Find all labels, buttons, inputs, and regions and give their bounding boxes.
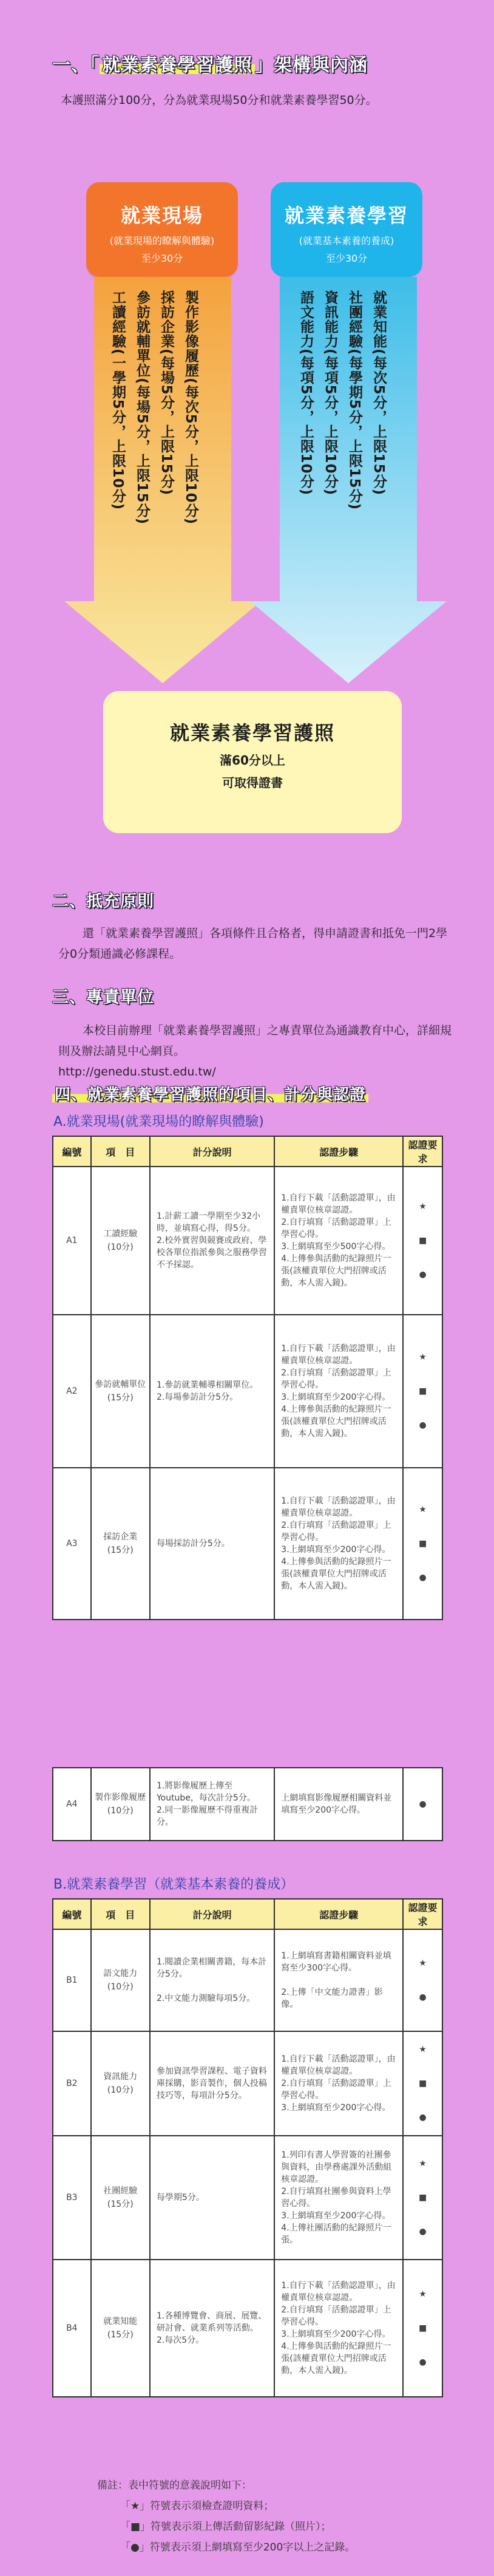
subsection-a-title: A.就業現場(就業現場的瞭解與體驗) (53, 1114, 264, 1130)
subsection-b-title: B.就業素養學習（就業基本素養的養成） (53, 1877, 294, 1892)
left-item-2: 採訪企業(每場5分，上限15分) (158, 290, 174, 496)
table-a-header-row (53, 1136, 442, 1167)
row-code: B2 (53, 2031, 91, 2136)
header-item: 項 目 (91, 1899, 150, 1929)
table-row (53, 1768, 442, 1841)
notes-title: 備註：表中符號的意義說明如下： (97, 2479, 252, 2492)
flow-arrows (0, 0, 494, 704)
circle-icon: ● (419, 2357, 427, 2367)
header-scoring: 計分說明 (150, 1136, 274, 1167)
row-scoring: 每場採訪計分5分。 (150, 1468, 274, 1620)
row-requirement-icons (403, 1768, 442, 1841)
row-item: 採訪企業 (15分) (91, 1468, 150, 1620)
table-row (53, 2260, 442, 2397)
box-employability-learning-minimum: 至少30分 (325, 253, 368, 264)
square-icon: ■ (418, 2193, 427, 2203)
box-employability-learning-title: 就業素養學習 (284, 204, 408, 227)
notes (97, 2475, 355, 2558)
table-row (53, 1315, 442, 1468)
star-icon: ★ (419, 1202, 427, 1211)
box-employment-field-title: 就業現場 (120, 204, 203, 227)
square-icon: ■ (418, 1386, 427, 1396)
row-code: A4 (53, 1768, 91, 1841)
table-row (53, 1468, 442, 1620)
circle-icon: ● (419, 2113, 427, 2122)
row-scoring: 1.閱讀企業相關書籍，每本計分5分。 2.中文能力測驗每項5分。 (150, 1929, 274, 2031)
row-requirement-icons (403, 1468, 442, 1620)
header-scoring: 計分說明 (150, 1899, 274, 1929)
row-steps: 1.自行下載「活動認證單」，由權責單位核章認證。 2.自行填寫「活動認證單」上學習心得。 3.上網填寫至少200字心得。 (274, 2031, 403, 2136)
license-line1: 滿60分以上 (220, 753, 285, 768)
section1-title: 一、「 就業素養學習護照 」架構與內涵 (52, 55, 368, 76)
row-code: B1 (53, 1929, 91, 2031)
right-item-1: 就業知能(每次5分，上限15分) (371, 290, 387, 496)
row-scoring: 1.各種博覽會、商展、展覽、研討會、就業系列等活動。 2.每次5分。 (150, 2260, 274, 2397)
circle-icon: ● (419, 1573, 427, 1583)
row-steps: 1.上網填寫書籍相關資料並填寫至少300字心得。 2.上傳「中文能力證書」影像。 (274, 1929, 403, 2031)
row-scoring: 每學期5分。 (150, 2136, 274, 2260)
box-employment-field-minimum: 至少30分 (141, 253, 183, 264)
row-requirement-icons (403, 2031, 442, 2136)
row-code: A1 (53, 1167, 91, 1315)
circle-icon: ● (419, 1270, 427, 1279)
header-requirement: 認證要求 (403, 1899, 442, 1929)
table-a (52, 1136, 443, 1620)
header-code: 編號 (53, 1136, 91, 1167)
box-employability-learning-subtitle: (就業基本素養的養成) (299, 235, 394, 247)
license-title: 就業素養學習護照 (169, 721, 335, 745)
star-icon: ★ (419, 2045, 427, 2054)
row-requirement-icons (403, 1167, 442, 1315)
row-requirement-icons (403, 1929, 442, 2031)
star-icon: ★ (419, 2289, 427, 2299)
header-item: 項 目 (91, 1136, 150, 1167)
right-item-2: 社團經驗(每學期5分，上限15分) (347, 290, 362, 511)
circle-icon: ● (419, 1799, 427, 1809)
box-employment-field-subtitle: (就業現場的瞭解與體驗) (109, 235, 215, 247)
row-code: B3 (53, 2136, 91, 2260)
row-item: 社團經驗 (15分) (91, 2136, 150, 2260)
table-row (53, 2136, 442, 2260)
row-steps: 1.自行下載「活動認證單」，由權責單位核章認證。 2.自行填寫「活動認證單」上學習心得。 3.上網填寫至少500字心得。 4.上傳參與活動的紀錄照片一張(該權責單位大門招牌或活動，本人需入鏡)。 (274, 1167, 403, 1315)
header-steps: 認證步驟 (274, 1136, 403, 1167)
star-icon: ★ (419, 1958, 427, 1968)
right-item-4: 語文能力(每項5分，上限10分) (298, 290, 314, 496)
table-b-header-row (53, 1899, 442, 1929)
table-a4 (52, 1767, 443, 1841)
row-scoring: 1.將影像履歷上傳至Youtube，每次計分5分。 2.同一影像履歷不得重複計分。 (150, 1768, 274, 1841)
square-icon: ■ (418, 1236, 427, 1245)
section4-title: 四、就業素養學習護照的項目、計分與認證 (52, 1082, 368, 1105)
row-steps: 1.自行下載「活動認證單」，由權責單位核章認證。 2.自行填寫「活動認證單」上學習心得。 3.上網填寫至少200字心得。 4.上傳參與活動的紀錄照片一張(該權責單位大門招牌或活動，本人需入鏡)。 (274, 1315, 403, 1468)
table-b (52, 1898, 443, 2397)
header-steps: 認證步驟 (274, 1899, 403, 1929)
note-square: 「■」符號表示須上傳活動留影紀錄（照片）； (120, 2521, 331, 2533)
star-icon: ★ (419, 2159, 427, 2169)
section2-paragraph: 還「就業素養學習護照」各項條件且合格者，得申請證書和抵免一門2學分0分類通識必修課程。 (58, 927, 448, 961)
circle-icon: ● (419, 1992, 427, 2002)
row-steps: 1.自行下載「活動認證單」，由權責單位核章認證。 2.自行填寫「活動認證單」上學習心得。 3.上網填寫至少200字心得。 4.上傳參與活動的紀錄照片一張(該權責單位大門招牌或活動，本人需入鏡)。 (274, 1468, 403, 1620)
square-icon: ■ (418, 1539, 427, 1549)
star-icon: ★ (419, 1352, 427, 1362)
row-scoring: 1.參訪就業輔導相關單位。 2.每場參訪計分5分。 (150, 1315, 274, 1468)
row-item: 就業知能 (15分) (91, 2260, 150, 2397)
row-code: A3 (53, 1468, 91, 1620)
note-circle: 「●」符號表示須上網填寫至少200字以上之記錄。 (120, 2541, 356, 2554)
table-row (53, 2031, 442, 2136)
row-scoring: 參加資訊學習課程、電子資料庫採購，影音製作，個人投稿技巧等，每項計分5分。 (150, 2031, 274, 2136)
row-item: 工讀經驗 (10分) (91, 1167, 150, 1315)
table-row (53, 1929, 442, 2031)
license-line2: 可取得證書 (222, 775, 283, 790)
star-icon: ★ (419, 1505, 427, 1515)
row-item: 製作影像履歷 (10分) (91, 1768, 150, 1841)
left-item-4: 工讀經驗(一學期5分，上限10分) (110, 290, 126, 511)
section3-url[interactable]: http://genedu.stust.edu.tw/ (58, 1065, 216, 1078)
row-code: B4 (53, 2260, 91, 2397)
section3-title: 三、專責單位 (52, 988, 154, 1007)
header-requirement: 認證要求 (403, 1136, 442, 1167)
header-code: 編號 (53, 1899, 91, 1929)
section1-paragraph: 本護照滿分100分，分為就業現場50分和就業素養學習50分。 (61, 94, 377, 107)
row-scoring: 1.計薪工讀一學期至少32小時，並填寫心得，得5分。 2.校外實習與競賽或政府、學校各單位指派參與之服務學習不予採認。 (150, 1167, 274, 1315)
row-steps: 上網填寫影像履歷相關資料並填寫至少200字心得。 (274, 1768, 403, 1841)
note-star: 「★」符號表示須檢查證明資料； (120, 2500, 274, 2512)
section3-paragraph: 本校目前辦理「就業素養學習護照」之專責單位為通識教育中心，詳細規則及辦法請見中心網頁。 (58, 1024, 452, 1058)
circle-icon: ● (419, 1420, 427, 1430)
circle-icon: ● (419, 2227, 427, 2237)
table-row (53, 1167, 442, 1315)
license-box (103, 691, 402, 833)
row-requirement-icons (403, 2260, 442, 2397)
row-item: 參訪就輔單位 (15分) (91, 1315, 150, 1468)
left-item-1: 製作影像履歷(每次5分，上限10分) (183, 290, 198, 525)
row-steps: 1.自行下載「活動認證單」，由權責單位核章認證。 2.自行填寫「活動認證單」上學習心得。 3.上網填寫至少200字心得。 4.上傳參與活動的紀錄照片一張(該權責單位大門招牌或活動，本人需入鏡)。 (274, 2260, 403, 2397)
row-requirement-icons (403, 1315, 442, 1468)
row-item: 資訊能力 (10分) (91, 2031, 150, 2136)
left-item-3: 參訪就輔單位(每場5分，上限15分) (134, 290, 150, 525)
row-code: A2 (53, 1315, 91, 1468)
row-item: 語文能力 (10分) (91, 1929, 150, 2031)
right-item-3: 資訊能力(每項5分，上限10分) (322, 290, 338, 496)
section2-title: 二、抵充原則 (52, 892, 154, 911)
row-requirement-icons (403, 2136, 442, 2260)
row-steps: 1.列印有書人學習簽的社團參與資料，由學務處課外活動組核章認證。 2.自行填寫社團參與資料上學習心得。 3.上網填寫至少200字心得。 4.上傳社團活動的紀錄照片一張。 (274, 2136, 403, 2260)
square-icon: ■ (418, 2079, 427, 2088)
square-icon: ■ (418, 2323, 427, 2333)
